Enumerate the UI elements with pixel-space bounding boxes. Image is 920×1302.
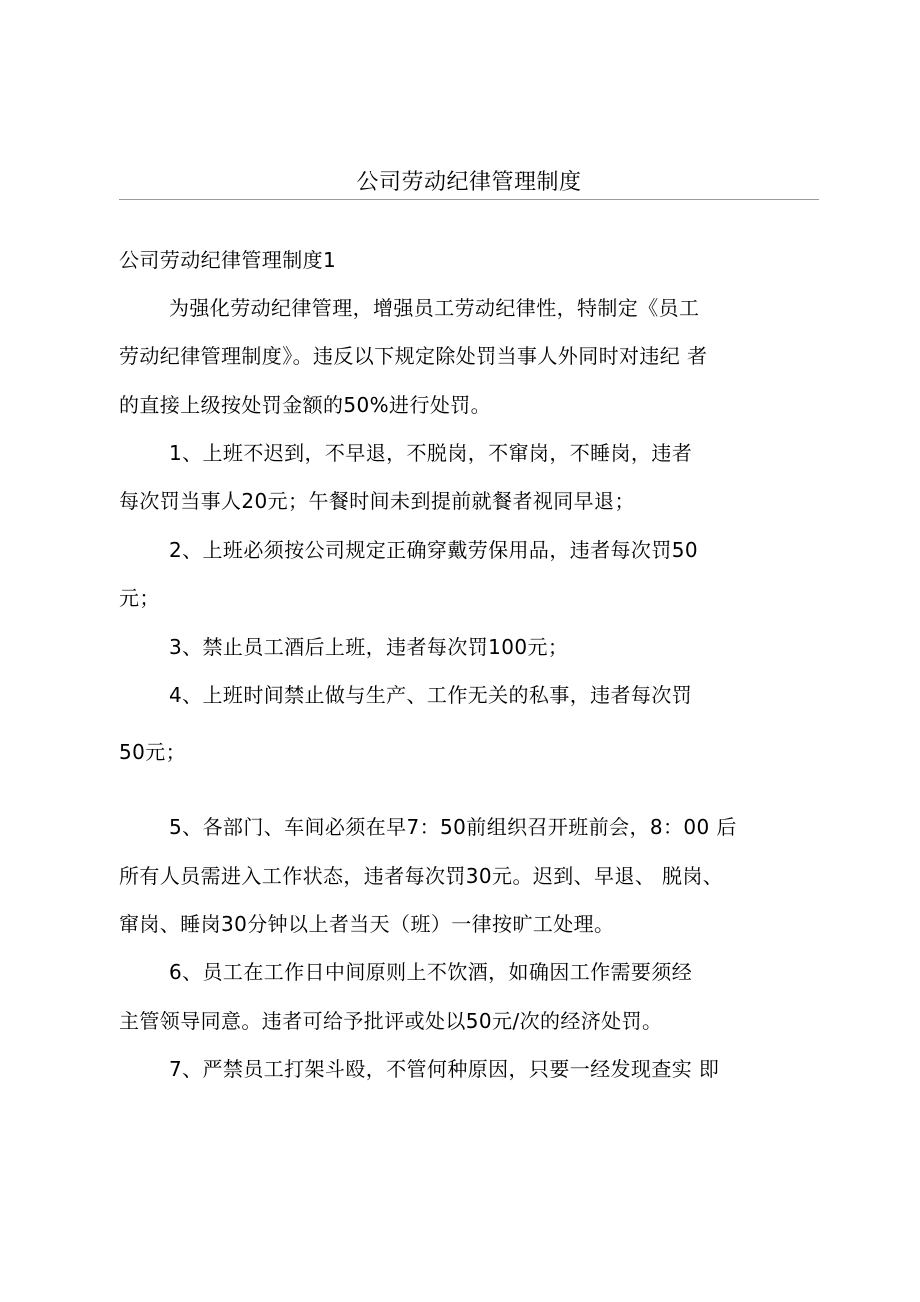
rule-item-line: 窜岗、睡岗30分钟以上者当天（班）一律按旷工处理。 [119,912,615,936]
rule-item-line: 2、上班必须按公司规定正确穿戴劳保用品，违者每次罚50 [169,538,698,562]
rule-item-line: 5、各部门、车间必须在早7：50前组织召开班前会，8：00 后 [169,815,737,839]
rule-item-line: 3、禁止员工酒后上班，违者每次罚100元； [169,635,569,659]
rule-item-line: 元； [119,586,160,610]
title-underline [119,199,819,200]
document-title: 公司劳动纪律管理制度 [356,170,582,195]
rule-item-line: 4、上班时间禁止做与生产、工作无关的私事，违者每次罚 [169,683,693,707]
paragraph-line: 的直接上级按处罚金额的50%进行处罚。 [119,393,492,417]
rule-item-line: 每次罚当事人20元；午餐时间未到提前就餐者视同早退； [119,489,635,513]
paragraph-line: 劳动纪律管理制度》。违反以下规定除处罚当事人外同时对违纪 者 [119,344,708,368]
rule-item-line: 6、员工在工作日中间原则上不饮酒，如确因工作需要须经 [169,960,693,984]
rule-item-line: 所有人员需进入工作状态，违者每次罚30元。迟到、早退、 脱岗、 [119,864,724,888]
section-heading: 公司劳动纪律管理制度1 [119,248,337,272]
rule-item-line: 50元； [119,740,187,764]
rule-item-line: 主管领导同意。违者可给予批评或处以50元/次的经济处罚。 [119,1009,663,1033]
paragraph-line: 为强化劳动纪律管理，增强员工劳动纪律性，特制定《员工 [169,296,700,320]
rule-item-line: 1、上班不迟到，不早退，不脱岗，不窜岗，不睡岗，违者 [169,441,693,465]
rule-item-line: 7、严禁员工打架斗殴，不管何种原因，只要一经发现查实 即 [169,1057,720,1081]
